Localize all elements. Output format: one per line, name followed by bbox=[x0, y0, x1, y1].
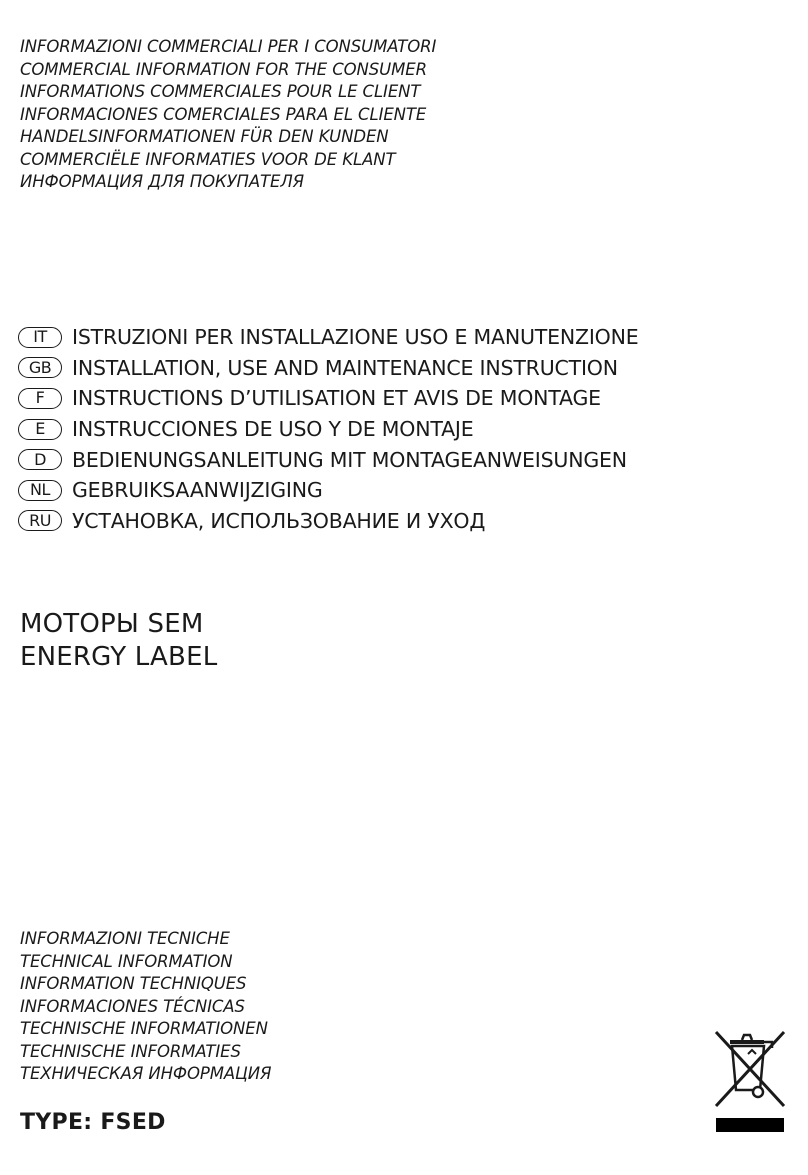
instruction-text-nl: GEBRUIKSAANWIJZIGING bbox=[72, 478, 323, 503]
technical-info-line-nl: TECHNISCHE INFORMATIES bbox=[20, 1041, 241, 1061]
title-line-energy-label: ENERGY LABEL bbox=[20, 642, 218, 672]
commercial-info-block bbox=[20, 36, 436, 194]
commercial-info-line-nl: COMMERCIËLE INFORMATIES VOOR DE KLANT bbox=[20, 149, 396, 169]
commercial-info-line-e: INFORMACIONES COMERCIALES PARA EL CLIENTE bbox=[20, 104, 427, 124]
technical-info-line-gb: TECHNICAL INFORMATION bbox=[20, 951, 233, 971]
commercial-info-line-ru: ИНФОРМАЦИЯ ДЛЯ ПОКУПАТЕЛЯ bbox=[20, 172, 305, 191]
language-badge-e: E bbox=[18, 419, 62, 440]
language-badge-gb: GB bbox=[18, 357, 62, 378]
instruction-text-f: INSTRUCTIONS D’UTILISATION ET AVIS DE MONTAGE bbox=[72, 386, 601, 411]
instruction-text-gb: INSTALLATION, USE AND MAINTENANCE INSTRUCTION bbox=[72, 355, 618, 380]
instruction-row-d bbox=[18, 444, 639, 475]
instruction-row-gb bbox=[18, 353, 639, 384]
technical-info-block bbox=[20, 928, 271, 1086]
instruction-text-e: INSTRUCCIONES DE USO Y DE MONTAJE bbox=[72, 417, 474, 442]
commercial-info-line-d: HANDELSINFORMATIONEN FÜR DEN KUNDEN bbox=[20, 127, 389, 146]
technical-info-line-f: INFORMATION TECHNIQUES bbox=[20, 974, 247, 993]
language-badge-f: F bbox=[18, 388, 62, 409]
crossed-out-wheelie-bin-icon bbox=[708, 1026, 792, 1136]
instruction-row-e bbox=[18, 414, 639, 445]
commercial-info-line-gb: COMMERCIAL INFORMATION FOR THE CONSUMER bbox=[20, 59, 427, 79]
language-badge-nl: NL bbox=[18, 480, 62, 501]
commercial-info-line-it: INFORMAZIONI COMMERCIALI PER I CONSUMATORI bbox=[20, 37, 437, 56]
instruction-row-ru bbox=[18, 506, 639, 537]
instruction-text-d: BEDIENUNGSANLEITUNG MIT MONTAGEANWEISUNGEN bbox=[72, 447, 627, 472]
instruction-text-ru: УСТАНОВКА, ИСПОЛЬЗОВАНИЕ И УХОД bbox=[72, 508, 486, 533]
commercial-info-line-f: INFORMATIONS COMMERCIALES POUR LE CLIENT bbox=[20, 82, 421, 101]
technical-info-line-ru: ТЕХНИЧЕСКАЯ ИНФОРМАЦИЯ bbox=[20, 1064, 272, 1083]
language-badge-ru: RU bbox=[18, 510, 62, 531]
type-label: TYPE: FSED bbox=[20, 1110, 166, 1135]
instruction-row-nl bbox=[18, 475, 639, 506]
title-line-motors: МОТОРЫ SEM bbox=[20, 609, 204, 639]
language-badge-d: D bbox=[18, 449, 62, 470]
technical-info-line-d: TECHNISCHE INFORMATIONEN bbox=[20, 1019, 268, 1038]
instructions-block bbox=[18, 322, 639, 536]
technical-info-line-it: INFORMAZIONI TECNICHE bbox=[20, 929, 230, 948]
instruction-text-it: ISTRUZIONI PER INSTALLAZIONE USO E MANUTENZIONE bbox=[72, 325, 639, 350]
language-badge-it: IT bbox=[18, 327, 62, 348]
document-title bbox=[20, 608, 217, 674]
instruction-row-f bbox=[18, 383, 639, 414]
technical-info-line-e: INFORMACIONES TÉCNICAS bbox=[20, 996, 245, 1016]
instruction-row-it bbox=[18, 322, 639, 353]
